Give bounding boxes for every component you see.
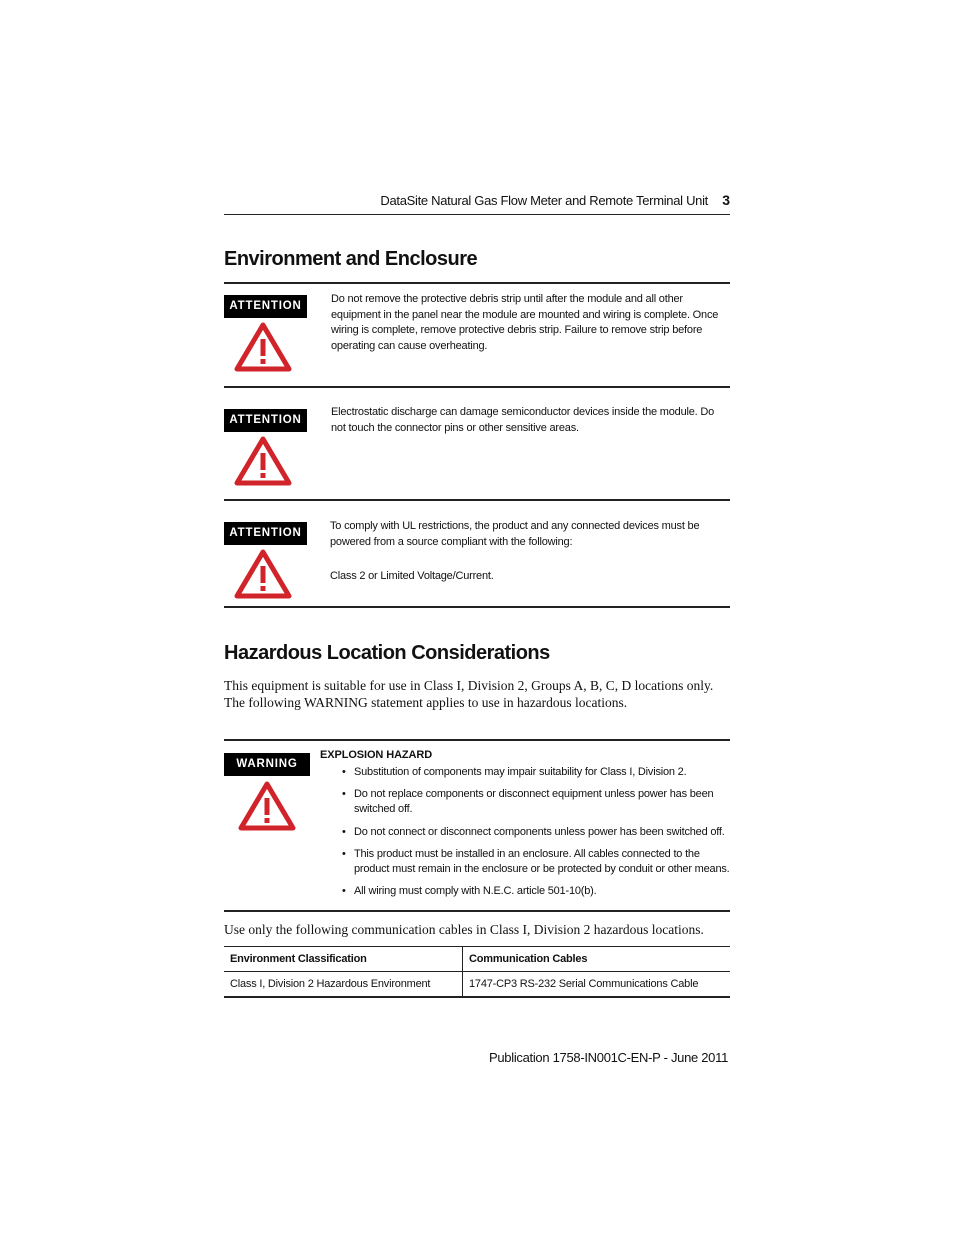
warning-title: EXPLOSION HAZARD (320, 749, 433, 761)
attention-text-debris-strip: Do not remove the protective debris strip until after the module and all other equipment in the panel near the module are mounted and wiring is complete. Once wiring is complete, remove protective debris strip. Failure to remove strip before operating can cause overheating. (331, 293, 719, 352)
attention-text-ul-restrictions: To comply with UL restrictions, the product and any connected devices must be powered from a source compliant with the following: (330, 520, 700, 548)
column-header: Communication Cables (463, 947, 731, 972)
page-number: 3 (722, 192, 730, 208)
divider (224, 606, 730, 608)
communication-cables-table (224, 946, 730, 998)
warning-bullet-list (322, 765, 730, 906)
table-cell: 1747-CP3 RS-232 Serial Communications Cable (463, 972, 731, 998)
table-header-row (224, 947, 730, 972)
list-item: • All wiring must comply with N.E.C. article 501-10(b). (322, 884, 730, 899)
divider (224, 739, 730, 741)
attention-badge: ATTENTION (224, 295, 307, 318)
attention-badge: ATTENTION (224, 409, 307, 432)
list-item: • This product must be installed in an enclosure. All cables connected to the product must remain in the enclosure or be protected by conduit or other means. (322, 847, 730, 877)
warning-triangle-icon (238, 781, 296, 831)
warning-triangle-icon (234, 322, 292, 372)
attention-badge: ATTENTION (224, 522, 307, 545)
hazardous-intro-paragraph: This equipment is suitable for use in Class I, Division 2, Groups A, B, C, D locations only. The following WARNING statement applies to use in hazardous locations. (224, 678, 714, 710)
warning-triangle-icon (234, 549, 292, 599)
divider (224, 499, 730, 501)
table-row (224, 972, 730, 998)
list-item: • Do not connect or disconnect components unless power has been switched off. (322, 825, 730, 840)
running-header (224, 190, 730, 215)
section-heading-environment: Environment and Enclosure (224, 248, 478, 270)
divider (224, 386, 730, 388)
warning-badge: WARNING (224, 753, 310, 776)
list-item: • Substitution of components may impair suitability for Class I, Division 2. (322, 765, 730, 780)
cables-intro-paragraph: Use only the following communication cables in Class I, Division 2 hazardous locations. (224, 922, 704, 937)
divider (224, 282, 730, 284)
column-header: Environment Classification (230, 953, 367, 965)
table-cell: Class I, Division 2 Hazardous Environment (230, 978, 431, 990)
warning-triangle-icon (234, 436, 292, 486)
publication-footer: Publication 1758-IN001C-EN-P - June 2011 (489, 1050, 728, 1065)
header-title: DataSite Natural Gas Flow Meter and Remote Terminal Unit (380, 193, 708, 208)
attention-text-class2: Class 2 or Limited Voltage/Current. (330, 570, 494, 582)
attention-text-electrostatic: Electrostatic discharge can damage semiconductor devices inside the module. Do not touch the connector pins or other sensitive areas. (331, 406, 715, 434)
list-item: • Do not replace components or disconnect equipment unless power has been switched off. (322, 787, 730, 817)
section-heading-hazardous: Hazardous Location Considerations (224, 642, 550, 664)
divider (224, 910, 730, 912)
